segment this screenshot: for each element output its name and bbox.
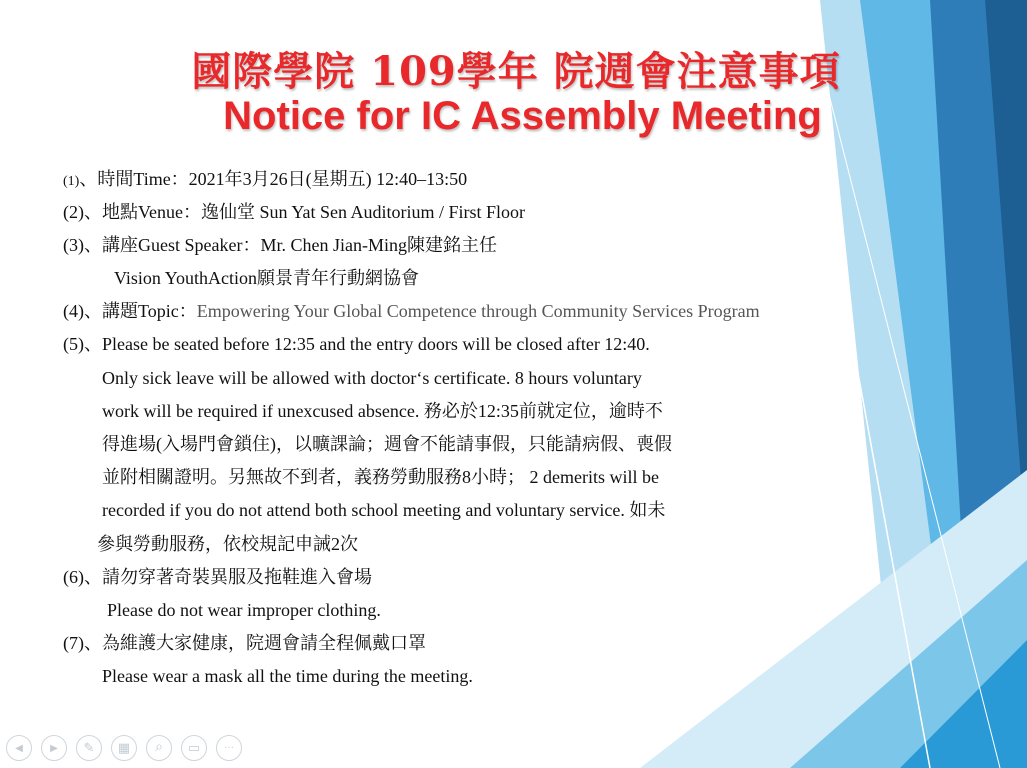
slide-title-chinese: 國際學院 109學年 院週會注意事項 — [191, 48, 841, 95]
more-options-icon: ··· — [224, 742, 234, 754]
item-5-line-7: 參與勞動服務，依校規記申誡2次 — [97, 534, 358, 554]
previous-slide-icon: ◀ — [15, 742, 23, 754]
item-5-line-4: 得進場(入場門會鎖住)，以曠課論；週會不能請事假，只能請病假、喪假 — [102, 434, 672, 454]
more-options-button[interactable] — [216, 735, 242, 761]
pen-button[interactable] — [76, 735, 102, 761]
zoom-icon: ⌕ — [155, 740, 163, 755]
item-5-line-3: work will be required if unexcused absence. 務必於12:35前就定位，逾時不 — [102, 401, 663, 421]
subtitles-icon: ▭ — [187, 740, 201, 755]
item-7-line-2: Please wear a mask all the time during the meeting. — [102, 666, 473, 686]
item-5-line-2: Only sick leave will be allowed with doctor‘s certificate. 8 hours voluntary — [102, 368, 642, 388]
item-4-label: (4)、講題Topic： — [63, 301, 197, 321]
subtitles-button[interactable] — [181, 735, 207, 761]
next-slide-icon: ▶ — [50, 742, 58, 754]
pen-icon: ✎ — [83, 740, 95, 755]
item-3-speaker: (3)、講座Guest Speaker：Mr. Chen Jian-Ming陳建銘主任 — [63, 235, 497, 255]
zoom-button[interactable] — [146, 735, 172, 761]
item-1-text: 、時間Time：2021年3月26日(星期五) 12:40–13:50 — [79, 169, 468, 189]
slideshow-controls — [6, 735, 242, 761]
next-slide-button[interactable] — [41, 735, 67, 761]
item-7-line-1: (7)、為維護大家健康，院週會請全程佩戴口罩 — [63, 633, 426, 653]
item-1-time — [63, 168, 467, 193]
slide-title-english: Notice for IC Assembly Meeting — [223, 94, 822, 138]
item-4-topic — [63, 300, 760, 322]
item-6-line-1: (6)、請勿穿著奇裝異服及拖鞋進入會場 — [63, 567, 372, 587]
item-5-line-5: 並附相關證明。另無故不到者，義務勞動服務8小時； 2 demerits will be — [102, 467, 659, 487]
item-3-organization: Vision YouthAction願景青年行動網協會 — [114, 268, 419, 288]
item-1-number: (1) — [63, 174, 80, 189]
previous-slide-button[interactable] — [6, 735, 32, 761]
see-all-slides-icon: ▦ — [117, 740, 131, 755]
item-5-line-1: (5)、Please be seated before 12:35 and the entry doors will be closed after 12:40. — [63, 334, 650, 354]
item-6-line-2: Please do not wear improper clothing. — [107, 600, 381, 620]
item-4-topic-text: Empowering Your Global Competence through Community Services Program — [196, 301, 760, 321]
item-2-venue: (2)、地點Venue：逸仙堂 Sun Yat Sen Auditorium / First Floor — [63, 202, 526, 222]
see-all-slides-button[interactable] — [111, 735, 137, 761]
item-5-line-6: recorded if you do not attend both school meeting and voluntary service. 如未 — [102, 500, 666, 520]
